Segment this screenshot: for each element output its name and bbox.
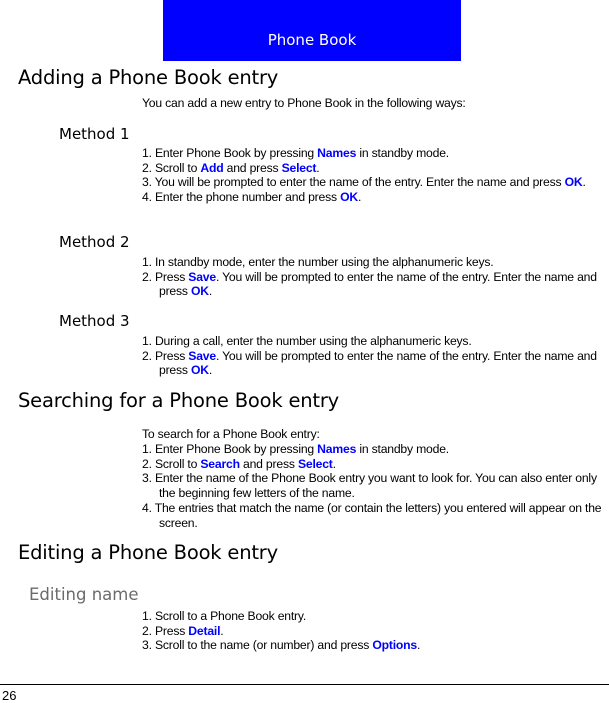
key-name: OK [564,175,583,190]
footer-divider [0,684,609,685]
editing-steps [142,609,605,653]
step-text: 1. During a call, enter the number using the alphanumeric keys. [142,334,472,348]
step-text: . [208,284,213,299]
step-text: 2. Scroll to [142,160,201,175]
key-name: Names [317,146,357,160]
section-heading-editing: Editing a Phone Book entry [18,541,278,564]
searching-intro: To search for a Phone Book entry: [142,427,320,441]
step-text: . You will be prompted to enter the name of the entry. Enter the name and press [159,348,597,378]
section-heading-searching: Searching for a Phone Book entry [18,389,339,412]
step-item [142,270,605,299]
step-text: . [582,175,586,190]
step-text: 2. Press [142,623,189,638]
step-text: 1. Enter Phone Book by pressing [142,442,318,456]
step-text: 4. Enter the phone number and press [142,190,341,205]
chapter-banner [163,0,461,61]
key-name: OK [340,190,358,205]
step-text: . [220,623,224,638]
step-text: and press [239,456,298,471]
method-1-label: Method 1 [59,125,130,143]
step-text: . [316,160,320,175]
step-text: 2. Scroll to [142,456,201,471]
method-2-label: Method 2 [59,233,130,251]
method-3-steps [142,334,605,378]
key-name: Select [297,456,333,471]
step-text: . [416,638,421,653]
key-name: Search [200,456,240,471]
step-text: . [332,456,336,471]
step-item [142,501,605,530]
step-item [142,442,605,457]
step-text: and press [223,160,282,175]
step-text: 2. Press [142,348,189,363]
method-1-steps [142,146,605,205]
step-text: 3. You will be prompted to enter the name of the entry. Enter the name and press [142,175,565,190]
step-item [142,255,605,270]
step-text: 1. In standby mode, enter the number using the alphanumeric keys. [142,255,494,269]
step-text: in standby mode. [356,146,449,160]
step-text: 4. The entries that match the name (or contain the letters) you entered will appear on the screen. [142,500,602,530]
key-name: Options [372,638,417,653]
step-item [142,624,605,639]
step-text: 1. Scroll to a Phone Book entry. [142,609,307,623]
step-text: 3. Scroll to the name (or number) and press [142,638,373,653]
subheading-editing-name: Editing name [29,585,139,604]
step-item [142,334,605,349]
step-item [142,471,605,500]
key-name: Select [281,160,317,175]
step-text: . [357,190,362,205]
step-item [142,609,605,624]
key-name: Save [188,348,216,363]
method-2-steps [142,255,605,299]
step-item [142,190,605,205]
step-text: 2. Press [142,269,189,284]
step-item [142,175,605,190]
step-item [142,638,605,653]
step-text: 1. Enter Phone Book by pressing [142,146,318,160]
step-item [142,161,605,176]
page-number: 26 [2,688,17,703]
step-text: . [208,363,213,378]
key-name: Names [317,442,357,456]
key-name: Detail [188,623,221,638]
step-item [142,146,605,161]
key-name: Save [188,269,216,284]
section-heading-adding: Adding a Phone Book entry [18,66,279,89]
adding-intro: You can add a new entry to Phone Book in the following ways: [142,96,466,110]
searching-steps [142,442,605,530]
step-text: . You will be prompted to enter the name of the entry. Enter the name and press [159,269,597,299]
method-3-label: Method 3 [59,312,130,330]
key-name: Add [200,160,224,175]
step-text: 3. Enter the name of the Phone Book entry you want to look for. You can also enter only the beginning few letters of the name. [142,471,597,501]
key-name: OK [191,284,209,299]
step-item [142,349,605,378]
step-item [142,457,605,472]
key-name: OK [191,363,209,378]
step-text: in standby mode. [356,442,449,456]
chapter-title: Phone Book [267,31,357,49]
